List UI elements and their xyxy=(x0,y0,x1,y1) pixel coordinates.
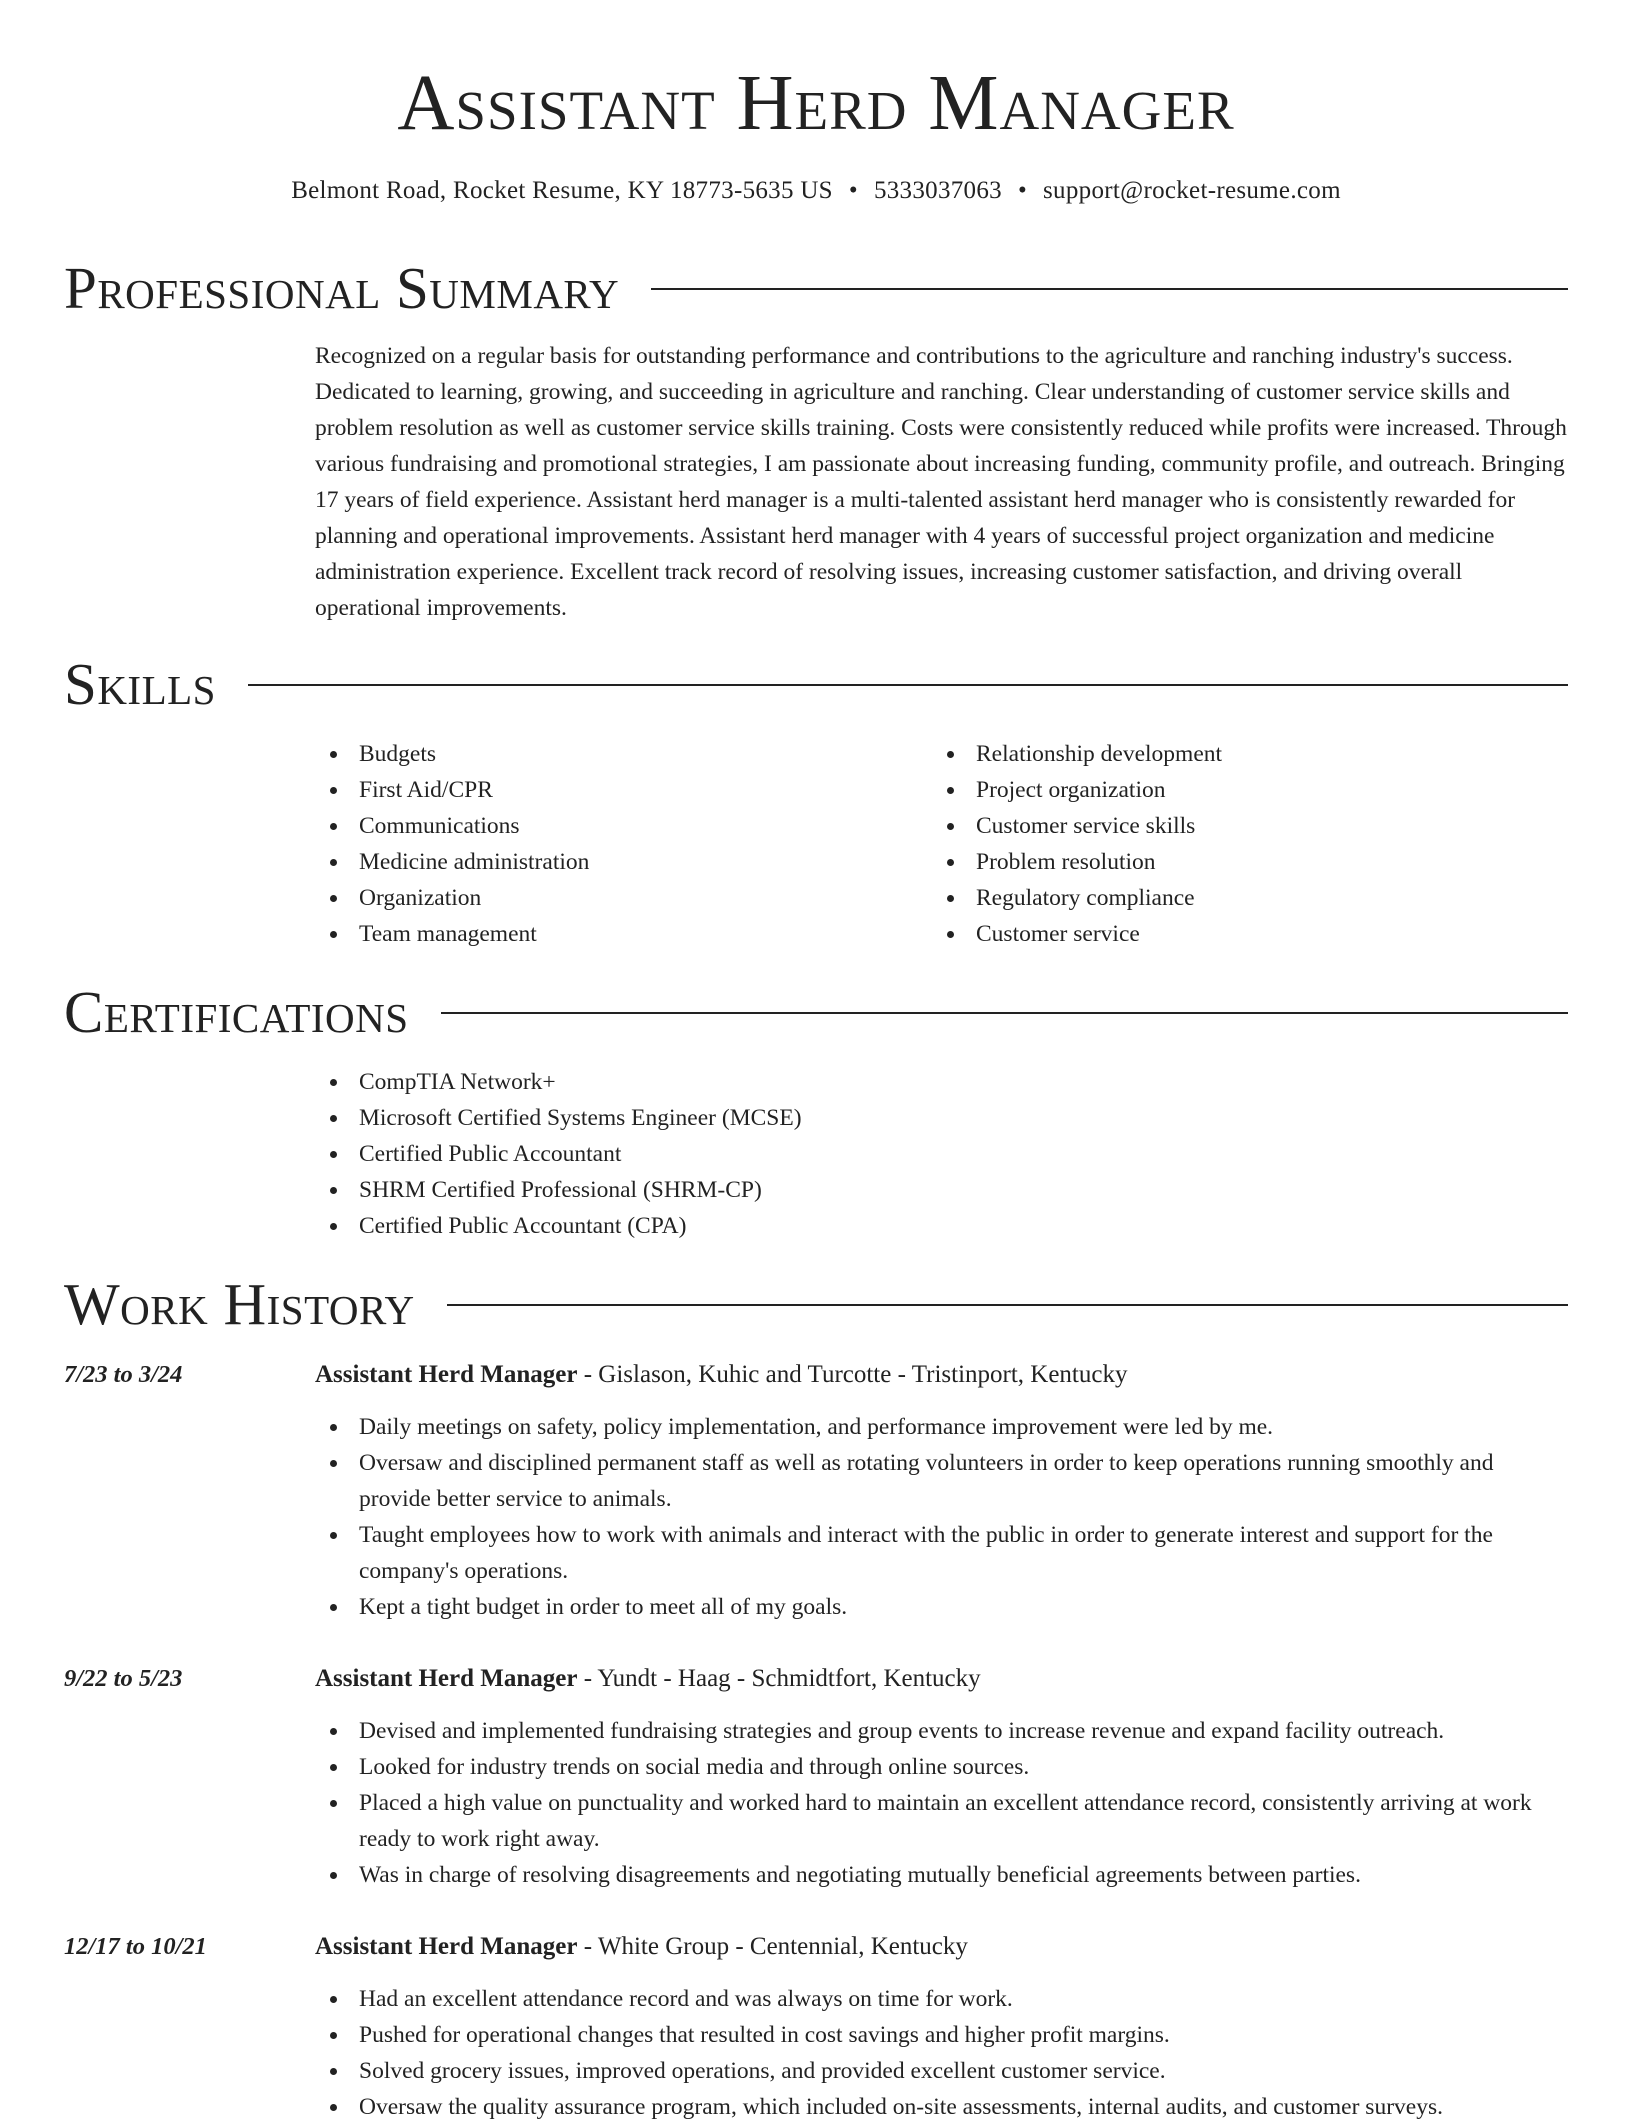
job-duty: Pushed for operational changes that resulted in cost savings and higher profit margins. xyxy=(315,2017,1568,2053)
contact-separator: • xyxy=(1017,177,1028,204)
job-duty: Had an excellent attendance record and was always on time for work. xyxy=(315,1981,1568,2017)
summary-heading: Professional Summary xyxy=(64,255,620,321)
job-duty: Solved grocery issues, improved operations, and provided excellent customer service. xyxy=(315,2053,1568,2089)
summary-text: Recognized on a regular basis for outstanding performance and contributions to the agriculture and ranching industry's success. Dedicated to learning, growing, and succeeding in agriculture and ranching. Clear understanding of customer service skills and problem resolution as well as customer service skills training. Costs were consistently reduced while profits were increased. Through various fundraising and promotional strategies, I am passionate about increasing funding, community profile, and outreach. Bringing 17 years of field experience. Assistant herd manager is a multi-talented assistant herd manager who is consistently rewarded for planning and operational improvements. Assistant herd manager with 4 years of successful project organization and medicine administration experience. Excellent track record of resolving issues, increasing customer satisfaction, and driving overall operational improvements. xyxy=(315,343,1567,621)
job-title-line xyxy=(315,1357,1127,1393)
contact-line xyxy=(0,174,1632,208)
skill-item: Customer service xyxy=(932,916,1222,952)
job-title: Assistant Herd Manager xyxy=(315,1933,578,1960)
work-history-section-header xyxy=(64,1272,1568,1336)
skill-item: Problem resolution xyxy=(932,844,1222,880)
job-title-line xyxy=(315,1929,968,1965)
certifications-section-header xyxy=(64,980,1568,1044)
job-duty: Oversaw the quality assurance program, which included on-site assessments, internal audits, and customer surveys. xyxy=(315,2089,1568,2125)
skill-item: Team management xyxy=(315,916,589,952)
job-dates: 12/17 to 10/21 xyxy=(64,1933,207,1960)
certification-item: Certified Public Accountant (CPA) xyxy=(315,1208,802,1244)
job-duties-list xyxy=(315,1981,1568,2125)
job-duty: Placed a high value on punctuality and worked hard to maintain an excellent attendance record, consistently arriving at work ready to work right away. xyxy=(315,1785,1568,1857)
job-duty: Daily meetings on safety, policy implementation, and performance improvement were led by me. xyxy=(315,1409,1568,1445)
certification-item: Certified Public Accountant xyxy=(315,1136,802,1172)
section-divider xyxy=(447,1304,1568,1306)
job-duty: Devised and implemented fundraising strategies and group events to increase revenue and expand facility outreach. xyxy=(315,1713,1568,1749)
job-employer: - White Group - Centennial, Kentucky xyxy=(577,1933,968,1960)
contact-email: support@rocket-resume.com xyxy=(1043,177,1341,204)
job-title-line xyxy=(315,1661,981,1697)
certification-item: Microsoft Certified Systems Engineer (MCSE) xyxy=(315,1100,802,1136)
section-divider xyxy=(248,684,1568,686)
skill-item: Project organization xyxy=(932,772,1222,808)
skill-item: Budgets xyxy=(315,736,589,772)
section-divider xyxy=(651,288,1568,290)
contact-phone: 5333037063 xyxy=(873,177,1002,204)
skill-item: First Aid/CPR xyxy=(315,772,589,808)
job-dates: 9/22 to 5/23 xyxy=(64,1665,183,1692)
skill-item: Medicine administration xyxy=(315,844,589,880)
skill-item: Regulatory compliance xyxy=(932,880,1222,916)
contact-separator: • xyxy=(848,177,858,204)
certification-item: SHRM Certified Professional (SHRM-CP) xyxy=(315,1172,802,1208)
job-title: Assistant Herd Manager xyxy=(315,1361,578,1388)
contact-address: Belmont Road, Rocket Resume, KY 18773-5635 US xyxy=(291,177,833,204)
skill-item: Organization xyxy=(315,880,589,916)
summary-section-header xyxy=(64,256,1568,320)
skill-item: Relationship development xyxy=(932,736,1222,772)
skills-heading: Skills xyxy=(64,651,216,717)
job-duty: Looked for industry trends on social media and through online sources. xyxy=(315,1749,1568,1785)
job-employer: - Gislason, Kuhic and Turcotte - Tristinport, Kentucky xyxy=(577,1361,1128,1388)
skill-item: Communications xyxy=(315,808,589,844)
skills-list-left xyxy=(315,736,589,952)
certification-item: CompTIA Network+ xyxy=(315,1064,802,1100)
job-title: Assistant Herd Manager xyxy=(315,1665,578,1692)
job-duty: Oversaw and disciplined permanent staff as well as rotating volunteers in order to keep operations running smoothly and provide better service to animals. xyxy=(315,1445,1568,1517)
resume-name: Assistant Herd Manager xyxy=(397,60,1235,147)
work-history-heading: Work History xyxy=(64,1271,415,1337)
certifications-list xyxy=(315,1064,802,1244)
skills-section-header xyxy=(64,652,1568,716)
job-duty: Kept a tight budget in order to meet all of my goals. xyxy=(315,1589,1568,1625)
job-dates: 7/23 to 3/24 xyxy=(64,1361,183,1388)
job-duty: Taught employees how to work with animals and interact with the public in order to generate interest and support for the company's operations. xyxy=(315,1517,1568,1589)
certifications-heading: Certifications xyxy=(64,979,409,1045)
skills-list-right xyxy=(932,736,1222,952)
skill-item: Customer service skills xyxy=(932,808,1222,844)
job-duties-list xyxy=(315,1713,1568,1893)
job-duty: Was in charge of resolving disagreements and negotiating mutually beneficial agreements between parties. xyxy=(315,1857,1568,1893)
job-duties-list xyxy=(315,1409,1568,1625)
section-divider xyxy=(441,1012,1568,1014)
job-employer: - Yundt - Haag - Schmidtfort, Kentucky xyxy=(577,1665,981,1692)
